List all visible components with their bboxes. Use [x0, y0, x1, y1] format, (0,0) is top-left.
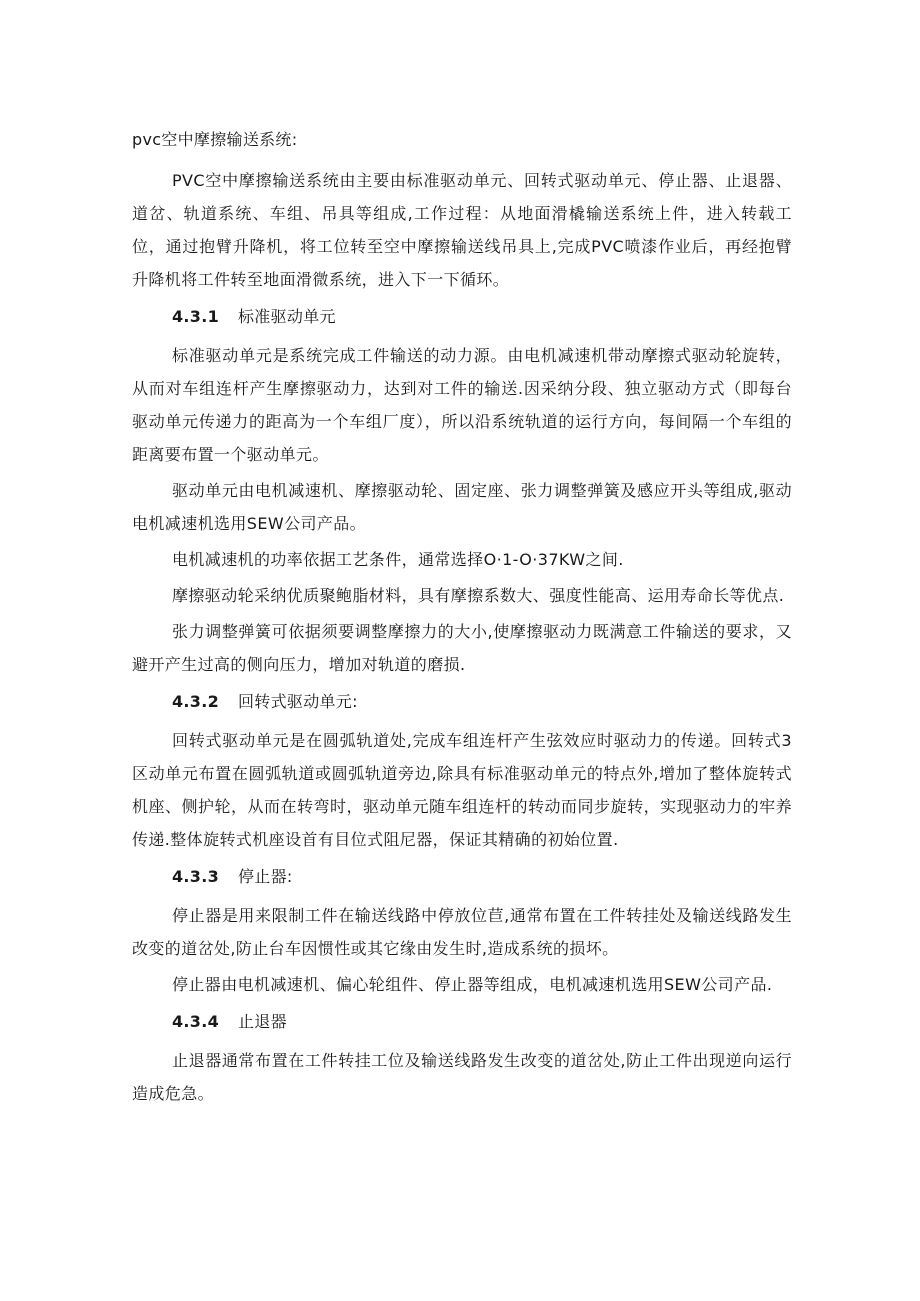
section-number: 4.3.2 [172, 692, 220, 711]
section-heading-4-3-4 [172, 1005, 792, 1038]
section-title: 止退器 [238, 1012, 287, 1031]
section-heading-4-3-2 [172, 685, 792, 718]
section-title: 停止器: [238, 867, 293, 886]
section-number: 4.3.4 [172, 1012, 220, 1031]
section-paragraph: 停止器是用来限制工件在输送线路中停放位苣,通常布置在工件转挂处及输送线路发生改变的道岔处,防止台车因惯性或其它缘由发生时,造成系统的损坏。 [132, 906, 792, 958]
section-paragraph: 标准驱动单元是系统完成工件输送的动力源。由电机减速机带动摩擦式驱动轮旋转，从而对车组连杆产生摩擦驱动力，达到对工件的输送.因采纳分段、独立驱动方式（即每台驱动单元传递力的距高为一个车组厂度），所以沿系统轨道的运行方向，每间隔一个车组的距离要布置一个驱动单元。 [132, 346, 792, 464]
section-title: 标准驱动单元 [238, 307, 336, 326]
section-paragraph: 张力调整弹簧可依据须要调整摩擦力的大小,使摩擦驱动力既满意工件输送的要求，又避开产生过高的侧向压力，增加对轨道的磨损. [132, 622, 792, 674]
section-paragraph: 驱动单元由电机减速机、摩擦驱动轮、固定座、张力调整弹簧及感应开头等组成,驱动电机减速机选用SEW公司产品。 [132, 481, 792, 533]
section-paragraph: 电机减速机的功率依据工艺条件，通常选择O·1-O·37KW之间. [172, 550, 624, 569]
section-title: 回转式驱动单元: [238, 692, 358, 711]
section-heading-4-3-1 [172, 300, 792, 333]
document-body [132, 124, 792, 1113]
section-heading-4-3-3 [172, 860, 792, 893]
section-paragraph: 回转式驱动单元是在圆弧轨道处,完成车组连杆产生弦效应时驱动力的传递。回转式3区动单元布置在圆弧轨道或圆弧轨道旁边,除具有标准驱动单元的特点外,增加了整体旋转式机座、侧护轮，从而在转弯时，驱动单元随车组连杆的转动而同步旋转，实现驱动力的牢养传递.整体旋转式机座设首有目位式阻尼器，保证其精确的初始位置. [132, 731, 792, 849]
section-paragraph: 停止器由电机减速机、偏心轮组件、停止器等组成，电机减速机选用SEW公司产品. [172, 975, 773, 994]
section-paragraph: 摩擦驱动轮采纳优质聚鲍脂材料，具有摩擦系数大、强度性能高、运用寿命长等优点. [172, 586, 785, 605]
section-paragraph: 止退器通常布置在工件转挂工位及输送线路发生改变的道岔处,防止工件出现逆向运行造成危急。 [132, 1051, 792, 1103]
section-number: 4.3.3 [172, 867, 220, 886]
intro-paragraph: PVC空中摩擦输送系统由主要由标准驱动单元、回转式驱动单元、停止器、止退器、道岔、轨道系统、车组、吊具等组成,工作过程：从地面滑橇输送系统上件，进入转载工位，通过抱臂升降机，将工位转至空中摩擦输送线吊具上,完成PVC喷漆作业后，再经抱臂升降机将工件转至地面滑微系统，进入下一下循环。 [132, 171, 792, 289]
intro-title: pvc空中摩擦输送系统: [132, 130, 298, 149]
section-number: 4.3.1 [172, 307, 220, 326]
